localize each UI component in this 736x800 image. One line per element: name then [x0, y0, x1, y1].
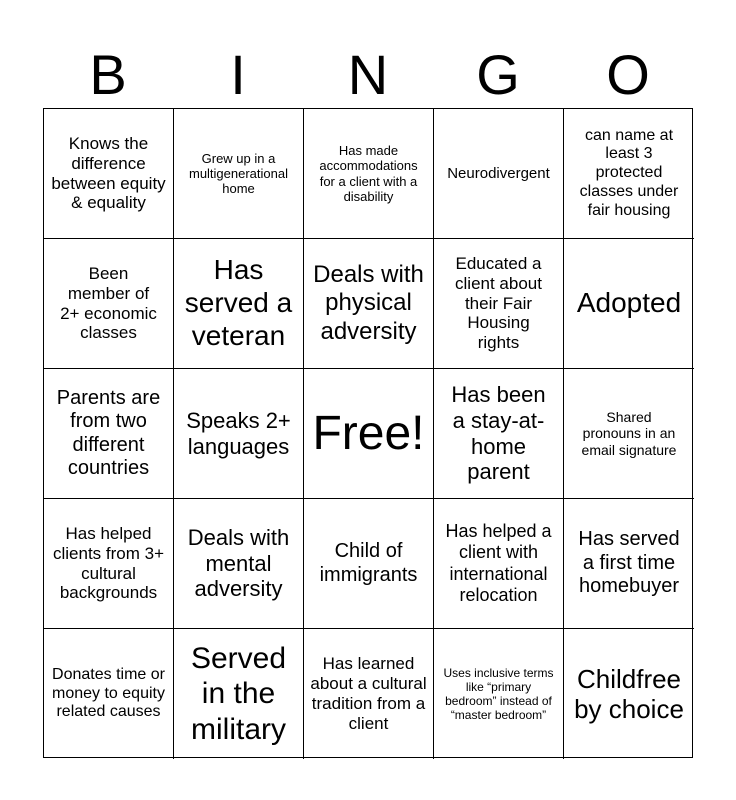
bingo-cell[interactable]	[304, 109, 434, 239]
bingo-cell-text: Educated a client about their Fair Housing rights	[455, 253, 542, 353]
bingo-cell[interactable]	[174, 109, 304, 239]
bingo-cell[interactable]	[44, 629, 174, 759]
bingo-cell-text: Uses inclusive terms like “primary bedroom” instead of “master bedroom”	[443, 665, 554, 723]
bingo-cell[interactable]	[174, 369, 304, 499]
bingo-cell-text: Donates time or money to equity related causes	[52, 665, 165, 721]
header-letter-n: N	[347, 43, 389, 106]
bingo-cell[interactable]	[304, 499, 434, 629]
bingo-cell-text: Knows the difference between equity & equality	[51, 133, 166, 213]
bingo-cell-text: Neurodivergent	[447, 164, 550, 182]
bingo-cell[interactable]	[434, 239, 564, 369]
bingo-cell-text: Has made accommodations for a client with a disability	[319, 143, 418, 204]
bingo-cell-text: Adopted	[576, 287, 682, 319]
bingo-cell[interactable]	[564, 629, 694, 759]
bingo-cell-text: Has served a first time homebuyer	[578, 528, 680, 598]
bingo-cell[interactable]	[44, 109, 174, 239]
bingo-cell-text: Been member of 2+ economic classes	[60, 263, 157, 343]
bingo-cell[interactable]	[564, 109, 694, 239]
bingo-cell-text: Deals with physical adversity	[313, 261, 424, 345]
bingo-cell[interactable]	[304, 239, 434, 369]
bingo-cell[interactable]	[564, 239, 694, 369]
bingo-cell[interactable]	[174, 499, 304, 629]
bingo-cell-text: Deals with mental adversity	[187, 524, 290, 602]
bingo-cell[interactable]	[434, 109, 564, 239]
bingo-cell-text: Speaks 2+ languages	[186, 407, 291, 459]
bingo-cell-text: Childfree by choice	[574, 663, 684, 724]
bingo-cell[interactable]	[564, 499, 694, 629]
bingo-cell[interactable]	[44, 369, 174, 499]
bingo-cell-text: Has helped clients from 3+ cultural backgrounds	[52, 523, 164, 603]
bingo-cell-text: Free!	[312, 406, 425, 460]
header-letter-i: I	[230, 43, 246, 106]
bingo-cell-text: Parents are from two different countries	[56, 386, 161, 479]
bingo-cell[interactable]	[304, 369, 434, 499]
bingo-cell-text: can name at least 3 protected classes under fair housing	[579, 126, 679, 219]
bingo-cell-text: Child of immigrants	[319, 540, 418, 586]
bingo-cell[interactable]	[44, 239, 174, 369]
bingo-cell-text: Has been a stay-at-home parent	[451, 382, 546, 485]
header-letter-g: G	[476, 43, 520, 106]
bingo-cell[interactable]	[434, 369, 564, 499]
bingo-cell-text: Has helped a client with international relocation	[445, 521, 552, 605]
bingo-cell[interactable]	[304, 629, 434, 759]
bingo-cell-text: Shared pronouns in an email signature	[581, 408, 677, 458]
header-letter-o: O	[606, 43, 650, 106]
bingo-board	[43, 108, 693, 758]
header-letter-b: B	[89, 43, 127, 106]
bingo-cell-text: Has learned about a cultural tradition from a client	[310, 654, 427, 733]
bingo-cell[interactable]	[564, 369, 694, 499]
bingo-cell[interactable]	[44, 499, 174, 629]
bingo-cell-text: Has served a veteran	[184, 254, 293, 351]
bingo-cell[interactable]	[434, 499, 564, 629]
bingo-header	[43, 42, 693, 108]
bingo-cell[interactable]	[434, 629, 564, 759]
bingo-cell-text: Served in the military	[190, 642, 287, 746]
bingo-cell-text: Grew up in a multigenerational home	[188, 150, 288, 197]
bingo-cell[interactable]	[174, 239, 304, 369]
bingo-cell[interactable]	[174, 629, 304, 759]
